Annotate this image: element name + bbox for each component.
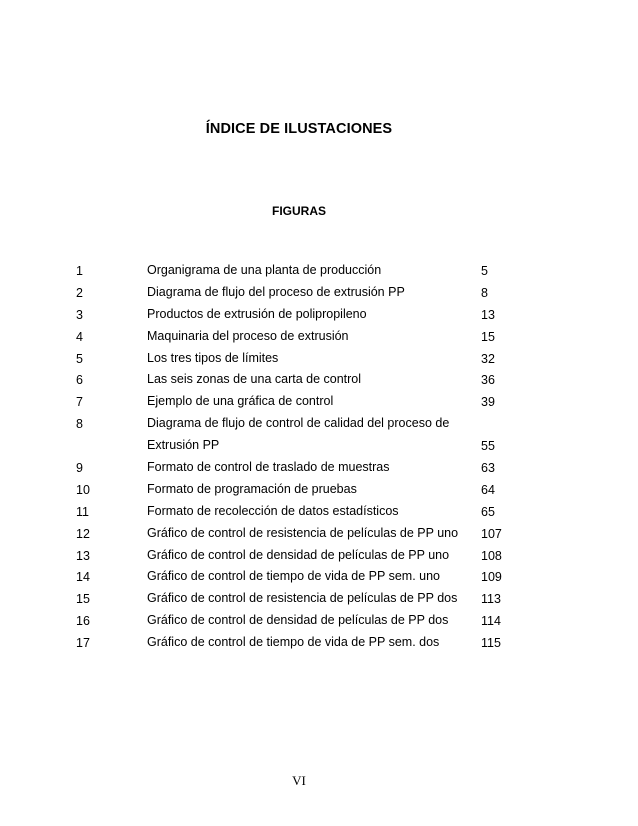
figure-number: 1 bbox=[76, 264, 83, 278]
figure-title: Gráfico de control de resistencia de películas de PP dos bbox=[147, 591, 458, 606]
figure-page-number: 13 bbox=[481, 307, 495, 322]
figure-number: 10 bbox=[76, 482, 90, 497]
figure-number: 6 bbox=[76, 373, 83, 388]
figure-title: Formato de control de traslado de muestras bbox=[147, 460, 390, 475]
figure-page-number: 63 bbox=[481, 461, 495, 476]
figure-title: Gráfico de control de densidad de películas de PP uno bbox=[147, 547, 450, 562]
figure-title: Gráfico de control de resistencia de películas de PP uno bbox=[147, 525, 459, 540]
figure-title: Diagrama de flujo del proceso de extrusión PP bbox=[147, 284, 405, 299]
page-number-footer: VI bbox=[292, 773, 306, 788]
section-heading: FIGURAS bbox=[272, 204, 326, 218]
figure-title: Gráfico de control de tiempo de vida de PP sem. uno bbox=[147, 569, 440, 584]
figure-number: 11 bbox=[76, 504, 89, 519]
figure-number: 17 bbox=[76, 636, 90, 651]
figure-title: Diagrama de flujo de control de calidad del proceso de Extrusión PP bbox=[147, 416, 450, 453]
figure-title: Formato de recolección de datos estadísticos bbox=[147, 503, 399, 518]
figure-page-number: 64 bbox=[481, 482, 495, 497]
list-item bbox=[76, 416, 516, 460]
page-title: ÍNDICE DE ILUSTACIONES bbox=[205, 121, 393, 137]
figure-page-number: 113 bbox=[481, 592, 501, 607]
figure-title: Las seis zonas de una carta de control bbox=[147, 372, 362, 387]
figure-number: 7 bbox=[76, 395, 83, 410]
figure-index-list bbox=[76, 263, 516, 657]
figure-page-number: 115 bbox=[481, 636, 501, 651]
figure-title: Gráfico de control de densidad de películas de PP dos bbox=[147, 613, 449, 628]
figure-page-number: 107 bbox=[481, 526, 502, 541]
figure-title: Los tres tipos de límites bbox=[147, 350, 279, 365]
figure-title: Maquinaria del proceso de extrusión bbox=[147, 328, 349, 343]
figure-number: 2 bbox=[76, 285, 83, 300]
figure-number: 9 bbox=[76, 461, 83, 476]
figure-number: 15 bbox=[76, 592, 90, 607]
figure-title: Formato de programación de pruebas bbox=[147, 481, 357, 496]
figure-title: Productos de extrusión de polipropileno bbox=[147, 306, 367, 321]
figure-page-number: 108 bbox=[481, 548, 502, 563]
figure-page-number: 109 bbox=[481, 570, 502, 585]
figure-number: 16 bbox=[76, 614, 90, 629]
figure-title: Gráfico de control de tiempo de vida de PP sem. dos bbox=[147, 635, 440, 650]
list-item bbox=[76, 635, 516, 657]
figure-page-number: 114 bbox=[481, 614, 501, 629]
figure-page-number: 65 bbox=[481, 504, 495, 519]
figure-number: 3 bbox=[76, 307, 83, 322]
figure-title: Ejemplo de una gráfica de control bbox=[147, 394, 334, 409]
figure-number: 5 bbox=[76, 351, 83, 366]
figure-page-number: 15 bbox=[481, 329, 495, 344]
figure-number: 12 bbox=[76, 526, 90, 541]
figure-page-number: 32 bbox=[481, 351, 495, 366]
figure-number: 13 bbox=[76, 548, 90, 563]
figure-page-number: 55 bbox=[481, 439, 495, 454]
figure-page-number: 5 bbox=[481, 264, 488, 278]
figure-number: 14 bbox=[76, 570, 90, 585]
figure-number: 4 bbox=[76, 329, 83, 344]
figure-page-number: 8 bbox=[481, 285, 488, 300]
figure-number: 8 bbox=[76, 417, 83, 432]
figure-page-number: 39 bbox=[481, 395, 495, 410]
figure-title: Organigrama de una planta de producción bbox=[147, 263, 382, 277]
figure-page-number: 36 bbox=[481, 373, 495, 388]
